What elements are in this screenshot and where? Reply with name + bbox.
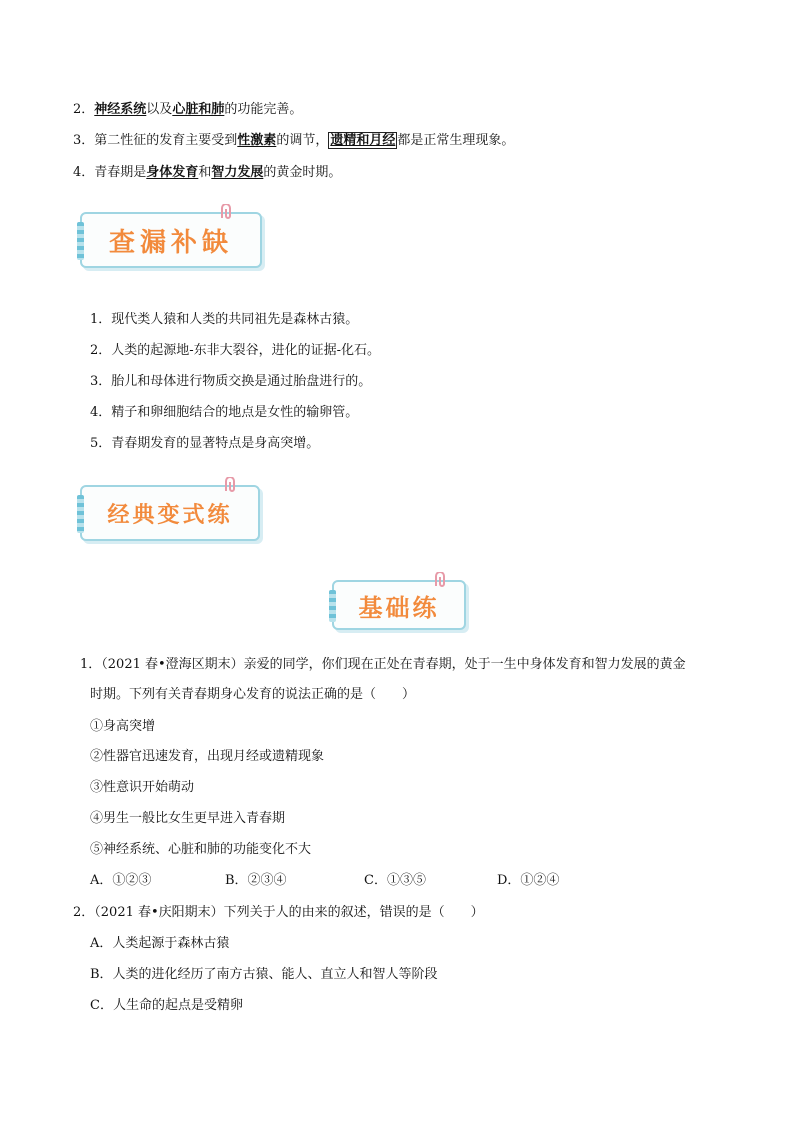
banner-classic-variants	[80, 485, 260, 541]
option-b: B．②③④	[225, 873, 287, 888]
check-item: 1．现代类人猿和人类的共同祖先是森林古猿。	[90, 312, 359, 327]
option-b: B．人类的进化经历了南方古猿、能人、直立人和智人等阶段	[90, 967, 438, 982]
question-1-stem: 1．（2021 春•澄海区期末）亲爱的同学，你们现在正处在青春期，处于一生中身体发育和智力发展的黄金	[80, 657, 686, 672]
check-item: 2．人类的起源地-东非大裂谷，进化的证据-化石。	[90, 343, 381, 358]
option-a: A．人类起源于森林古猿	[90, 936, 230, 951]
option-c: C．①③⑤	[364, 873, 426, 888]
key-term: 性激素	[237, 133, 277, 148]
option-d: D．①②④	[497, 873, 560, 888]
summary-item-3: 3．第二性征的发育主要受到性激素的调节， 遗精和月经 都是正常生理现象。	[73, 133, 515, 148]
key-term: 身体发育	[146, 165, 199, 180]
question-2-stem: 2．（2021 春•庆阳期末）下列关于人的由来的叙述，错误的是（ ）	[73, 905, 484, 920]
statement: ③性意识开始萌动	[90, 780, 195, 795]
question-1-stem-cont: 时期。下列有关青春期身心发育的说法正确的是（ ）	[90, 687, 416, 702]
summary-item-4: 4．青春期是身体发育和智力发展的黄金时期。	[73, 165, 342, 180]
key-term: 神经系统	[94, 102, 147, 117]
banner-title: 查漏补缺	[108, 227, 233, 258]
option-a: A．①②③	[90, 873, 152, 888]
summary-item-2: 2．神经系统以及心脏和肺的功能完善。	[73, 102, 303, 117]
banner-title: 基础练	[358, 593, 440, 622]
banner-check-gaps	[80, 212, 262, 268]
check-item: 3．胎儿和母体进行物质交换是通过胎盘进行的。	[90, 374, 372, 389]
key-term: 心脏和肺	[172, 102, 225, 117]
key-term-boxed: 遗精和月经	[330, 133, 396, 148]
key-term: 智力发展	[211, 165, 264, 180]
banner-title: 经典变式练	[107, 502, 233, 528]
statement: ④男生一般比女生更早进入青春期	[90, 811, 286, 826]
statement: ①身高突增	[90, 719, 156, 734]
check-item: 5．青春期发育的显著特点是身高突增。	[90, 436, 320, 451]
statement: ⑤神经系统、心脏和肺的功能变化不大	[90, 842, 312, 857]
option-c: C．人生命的起点是受精卵	[90, 998, 243, 1013]
statement: ②性器官迅速发育，出现月经或遗精现象	[90, 749, 325, 764]
check-item: 4．精子和卵细胞结合的地点是女性的输卵管。	[90, 405, 359, 420]
banner-basic-practice	[332, 580, 466, 630]
